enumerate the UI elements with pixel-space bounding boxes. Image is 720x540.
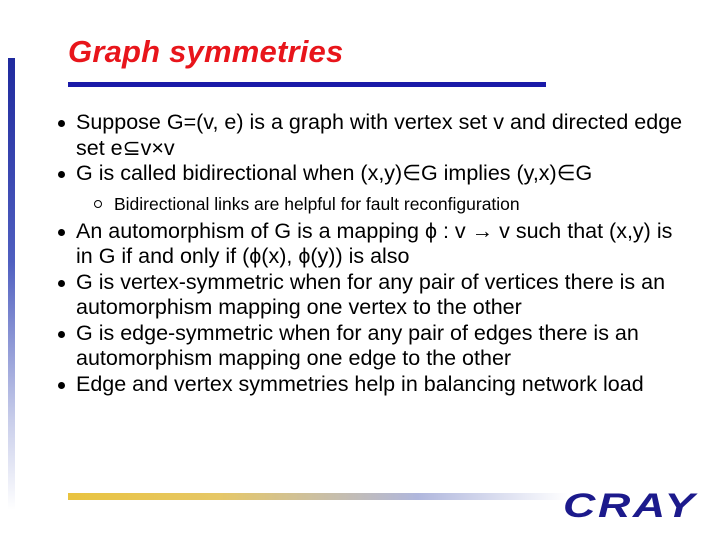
bottom-gradient-bar <box>68 493 568 500</box>
bullet-item <box>58 372 688 398</box>
bullet-text: An automorphism of G is a mapping ϕ : v → v such that (x,y) is in G if and only if (ϕ(x), ϕ(y)) is also <box>76 218 673 268</box>
bullet-list <box>58 110 688 397</box>
bullet-text: G is called bidirectional when (x,y)∈G implies (y,x)∈G <box>76 161 593 185</box>
bullet-dot-icon <box>58 171 65 178</box>
bullet-item <box>58 321 688 372</box>
bullet-dot-icon <box>58 382 65 389</box>
bullet-dot-icon <box>58 331 65 338</box>
bullet-item <box>58 219 688 270</box>
bullet-item <box>58 110 688 161</box>
bullet-ring-icon <box>94 200 102 208</box>
sub-bullet-item <box>58 193 688 215</box>
logo-text: CRAY <box>563 487 699 523</box>
bullet-dot-icon <box>58 120 65 127</box>
bullet-item <box>58 161 688 187</box>
cray-logo <box>560 487 700 523</box>
bullet-text: G is edge-symmetric when for any pair of edges there is an automorphism mapping one edge to the other <box>76 320 639 370</box>
slide-title: Graph symmetries <box>68 34 344 69</box>
bullet-text: G is vertex-symmetric when for any pair of vertices there is an automorphism mapping one vertex to the other <box>76 269 666 319</box>
bullet-item <box>58 270 688 321</box>
title-underline <box>68 82 546 87</box>
left-accent-bar <box>8 58 15 510</box>
bullet-text: Edge and vertex symmetries help in balancing network load <box>76 371 644 396</box>
bullet-text: Suppose G=(v, e) is a graph with vertex set v and directed edge set e⊆v×v <box>76 110 683 160</box>
bullet-dot-icon <box>58 280 65 287</box>
sub-bullet-text: Bidirectional links are helpful for fault reconfiguration <box>114 193 520 214</box>
bullet-dot-icon <box>58 229 65 236</box>
